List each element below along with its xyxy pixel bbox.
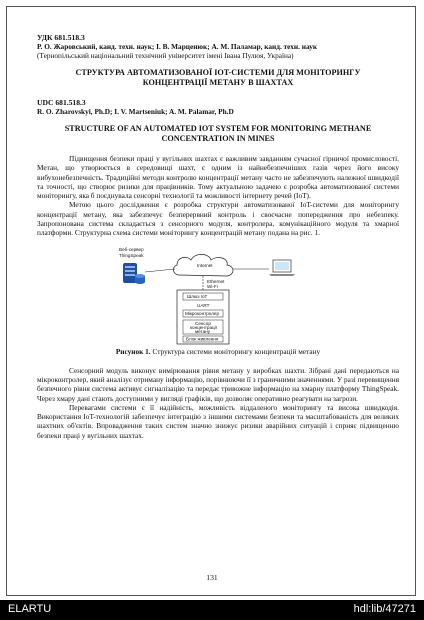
mcu-label: Мікроконтролер — [185, 310, 220, 316]
laptop-icon — [269, 260, 295, 276]
title-en: STRUCTURE OF AN AUTOMATED IOT SYSTEM FOR MONITORING METHANE CONCENTRATION IN MINES — [64, 124, 372, 143]
caption-text: Структура системи моніторингу концентрацій метану — [150, 346, 321, 356]
udc-code: UDC 681.518.3 — [37, 98, 86, 107]
power-label: Блок живлення — [186, 336, 219, 342]
structure-diagram — [37, 245, 399, 345]
footer-bar — [0, 600, 424, 620]
web-server-label-2: ThingSpeak — [119, 252, 144, 258]
paragraph-sensor: Сенсорний модуль виконує вимірювання рівня метану у виробках шахти. Зібрані дані передаються на мікроконтролер, який аналізує отриману інформацію, порівнюючи її з граничними значеннями. У разі перевищення безпечного рівня система активує сигналізацію та передає тривожне інформацію на хмарну платформу ThingSpeak. Через хмару дані стають доступними у вигляді графіків, що дозволяє оперативно реагувати на загрози. — [37, 365, 399, 403]
page-number: 131 — [206, 573, 218, 582]
udk-code: УДК 681.518.3 — [37, 33, 85, 42]
handle-id: hdl:lib/47271 — [353, 603, 416, 615]
affiliation-ua: (Тернопільський національний технічний університет імені Івана Пулюя, Україна) — [37, 51, 294, 60]
uart-label: UART — [197, 302, 210, 308]
paragraph-advantages: Перевагами системи є її надійність, можливість віддаленого моніторингу та висока швидкодія. Використання IoT-технологій забезпечує інтеграцію з іншими системами безпеки та масштабованість для великих шахтних об'єктів. Впровадження таких систем значно знижує ризики аварійних ситуацій і сприяє підвищенню безпеки праці у вугільних шахтах. — [37, 402, 399, 440]
figure-caption — [37, 347, 399, 356]
caption-label: Рисунок 1. — [115, 346, 151, 356]
sensor-label-3: метану — [195, 328, 211, 334]
authors-en: R. O. Zharovskyi, Ph.D; I. V. Martseniuk; A. M. Palamar, Ph.D — [37, 107, 234, 116]
paragraph-goal: Метою цього дослідження є розробка структури автоматизованої IoT-системи для моніторингу концентрації метану, яка забезпечує безперервний контроль і своєчасне попередження про небезпеку. Запропонована система складається з сенсорного модуля, контролера, комунікаційного модуля та хмарної платформи. Структурна схема системи моніторингу концентрацій метану подана на рис. 1. — [37, 200, 399, 238]
internet-label: Internet — [197, 262, 213, 268]
sensor-label-1: Сенсор — [195, 320, 211, 326]
gateway-label: Шлюз IoT — [187, 293, 208, 299]
web-server-label: Веб-сервер — [119, 246, 144, 252]
figure-structure-diagram — [37, 245, 399, 345]
document-page — [6, 6, 416, 596]
title-ua: СТРУКТУРА АВТОМАТИЗОВАНОЇ IOT-СИСТЕМИ ДЛЯ МОНІТОРИНГУ КОНЦЕНТРАЦІЇ МЕТАНУ В ШАХТАХ — [75, 68, 361, 87]
sensor-label-2: концентрації — [190, 324, 217, 330]
authors-ua: Р. О. Жаровський, канд. техн. наук; І. В. Марценюк; А. М. Паламар, канд. техн. наук — [37, 42, 318, 51]
wifi-label: Wi-Fi — [207, 283, 218, 289]
server-icon — [123, 263, 145, 284]
repository-name: ELARTU — [8, 603, 52, 615]
ethernet-label: Ethernet — [207, 278, 225, 284]
paragraph-intro: Підвищення безпеки праці у вугільних шахтах є важливим завданням сучасної гірничої промисловості. Метан, що утворюється в середовищі шахт, є одним із найнебезпечніших газів через його високу вибухонебезпечність. Традиційні методи контролю концентрації метану часто не забезпечують належної швидкодії та точності, що створює ризики для працівників. Тому актуальною задачею є розробка автоматизованої системи моніторингу, яка б поєднувала сенсорні технології та можливості інтернету речей (IoT). — [37, 154, 399, 201]
page-content — [37, 33, 399, 440]
